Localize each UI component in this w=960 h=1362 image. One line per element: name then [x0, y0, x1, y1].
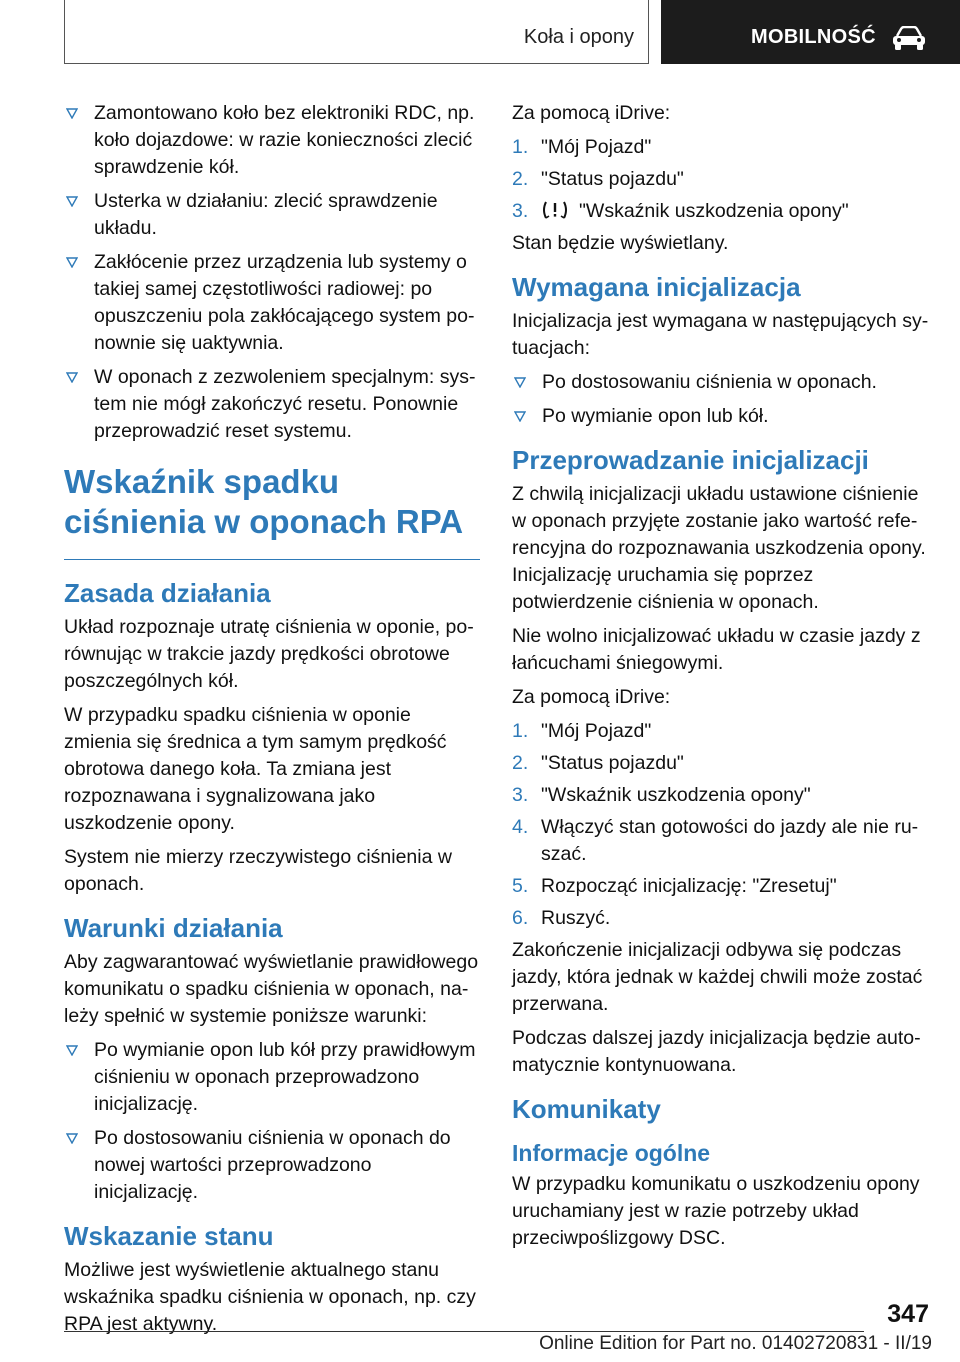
chapter-tab[interactable] [661, 0, 960, 64]
list-item: Zakłócenie przez urządzenia lub systemy o takiej samej częstotliwości radiowej: po opuszczeniu pola zakłócającego system ponownie się uaktywnia. [64, 249, 480, 357]
section-heading-zasada: Zasada działania [64, 578, 271, 608]
triangle-bullet-icon [514, 411, 526, 422]
list-item: 5. Rozpocząć inicjalizację: "Zresetuj" [512, 875, 837, 897]
paragraph: Nie wolno inicjalizować układu w czasie jazdy z łańcuchami śniegowymi. [512, 625, 921, 674]
list-item: 2. "Status pojazdu" [512, 752, 684, 774]
triangle-bullet-icon [514, 377, 526, 388]
page-number: 347 [887, 1300, 929, 1328]
section-heading-komunikaty: Komunikaty [512, 1094, 661, 1124]
list-item: 3. "Wskaźnik uszkodzenia opony" [512, 784, 811, 806]
list-item: 6. Ruszyć. [512, 907, 611, 929]
section-heading-przeprowadzanie: Przeprowadzanie inicjalizacji [512, 445, 869, 475]
left-column [64, 100, 480, 1345]
section-title: Koła i opony [523, 26, 634, 48]
idrive-steps-2 [512, 718, 932, 932]
triangle-bullet-icon [66, 372, 78, 383]
list-item: 1. "Mój Pojazd" [512, 720, 652, 742]
chapter-heading: Wskaźnik spadku ciśnienia w oponach RPA [64, 463, 464, 540]
paragraph: Układ rozpoznaje utratę ciśnienia w oponie, porównując w trakcie jazdy prędkości obrotowe poszczególnych kół. [64, 616, 474, 692]
conditions-list [64, 1037, 480, 1206]
triangle-bullet-icon [66, 108, 78, 119]
paragraph: Zakończenie inicjalizacji odbywa się podczas jazdy, która jednak w każdej chwili może zostać przerwana. [512, 939, 923, 1015]
list-item: 4. Włączyć stan gotowości do jazdy ale nie ruszać. [512, 816, 919, 865]
car-icon [891, 26, 927, 52]
heading-rule [64, 559, 480, 560]
list-item: 1. "Mój Pojazd" [512, 136, 652, 158]
paragraph: Stan będzie wyświetlany. [512, 232, 729, 254]
tire-warning-icon [541, 199, 569, 221]
required-list [512, 369, 932, 430]
section-heading-warunki: Warunki działania [64, 913, 283, 943]
paragraph: Aby zagwarantować wyświetlanie prawidłowego komunikatu o spadku ciśnienia w oponach, należy spełnić w systemie poniższe warunki: [64, 951, 479, 1027]
section-heading-wymagana: Wymagana inicjalizacja [512, 272, 801, 302]
fault-list [64, 100, 480, 445]
list-item: 3. "Wskaźnik uszkodzenia opony" [512, 200, 849, 222]
edition-footer: Online Edition for Part no. 01402720831 - II/19 [539, 1333, 932, 1354]
list-item: Po wymianie opon lub kół przy prawidłowym ciśnieniu w oponach przeprowadzono inicjalizację. [64, 1037, 480, 1118]
paragraph: W przypadku komunikatu o uszkodzeniu opony uruchamiany jest w razie potrzeby układ przeciwpoślizgowy DSC. [512, 1173, 920, 1249]
triangle-bullet-icon [66, 257, 78, 268]
section-heading-wskazanie: Wskazanie stanu [64, 1221, 274, 1251]
idrive-steps-1 [512, 134, 932, 225]
paragraph: Możliwe jest wyświetlenie aktualnego stanu wskaźnika spadku ciśnienia w oponach, np. czy RPA jest aktywny. [64, 1259, 476, 1335]
list-item: 2. "Status pojazdu" [512, 168, 684, 190]
paragraph: Za pomocą iDrive: [512, 102, 671, 124]
chapter-tab-label: MOBILNOŚĆ [751, 26, 876, 48]
paragraph: Inicjalizacja jest wymagana w następujących sytuacjach: [512, 310, 929, 359]
list-item: Zamontowano koło bez elektroniki RDC, np. koło dojazdowe: w razie konieczności zlecić sprawdzenie kół. [64, 100, 480, 181]
paragraph: Podczas dalszej jazdy inicjalizacja będzie automatycznie kontynuowana. [512, 1027, 921, 1076]
list-item: Usterka w działaniu: zlecić sprawdzenie układu. [64, 188, 480, 242]
right-column [512, 100, 932, 1259]
triangle-bullet-icon [66, 1133, 78, 1144]
subsection-heading-informacje: Informacje ogólne [512, 1140, 711, 1166]
list-item: Po wymianie opon lub kół. [512, 403, 932, 430]
footer-rule [64, 1331, 864, 1332]
paragraph: System nie mierzy rzeczywistego ciśnienia w oponach. [64, 846, 452, 895]
list-item: Po dostosowaniu ciśnienia w oponach do nowej wartości przeprowadzono inicjalizację. [64, 1125, 480, 1206]
paragraph: Za pomocą iDrive: [512, 686, 671, 708]
list-item: W oponach z zezwoleniem specjalnym: system nie mógł zakończyć resetu. Ponownie przeprowadzić reset systemu. [64, 364, 480, 445]
list-item: Po dostosowaniu ciśnienia w oponach. [512, 369, 932, 396]
triangle-bullet-icon [66, 1045, 78, 1056]
triangle-bullet-icon [66, 196, 78, 207]
paragraph: W przypadku spadku ciśnienia w oponie zmienia się średnica a tym samym prędkość obrotowa danego koła. Ta zmiana jest rozpoznawana i sygnalizowana jako uszkodzenie opony. [64, 704, 447, 834]
paragraph: Z chwilą inicjalizacji układu ustawione ciśnienie w oponach przyjęte zostanie jako wartość referencyjna do rozpoznawania uszkodzenia opony. Inicjalizację uruchamia się poprzez potwierdzenie ciśnienia w oponach. [512, 483, 926, 613]
